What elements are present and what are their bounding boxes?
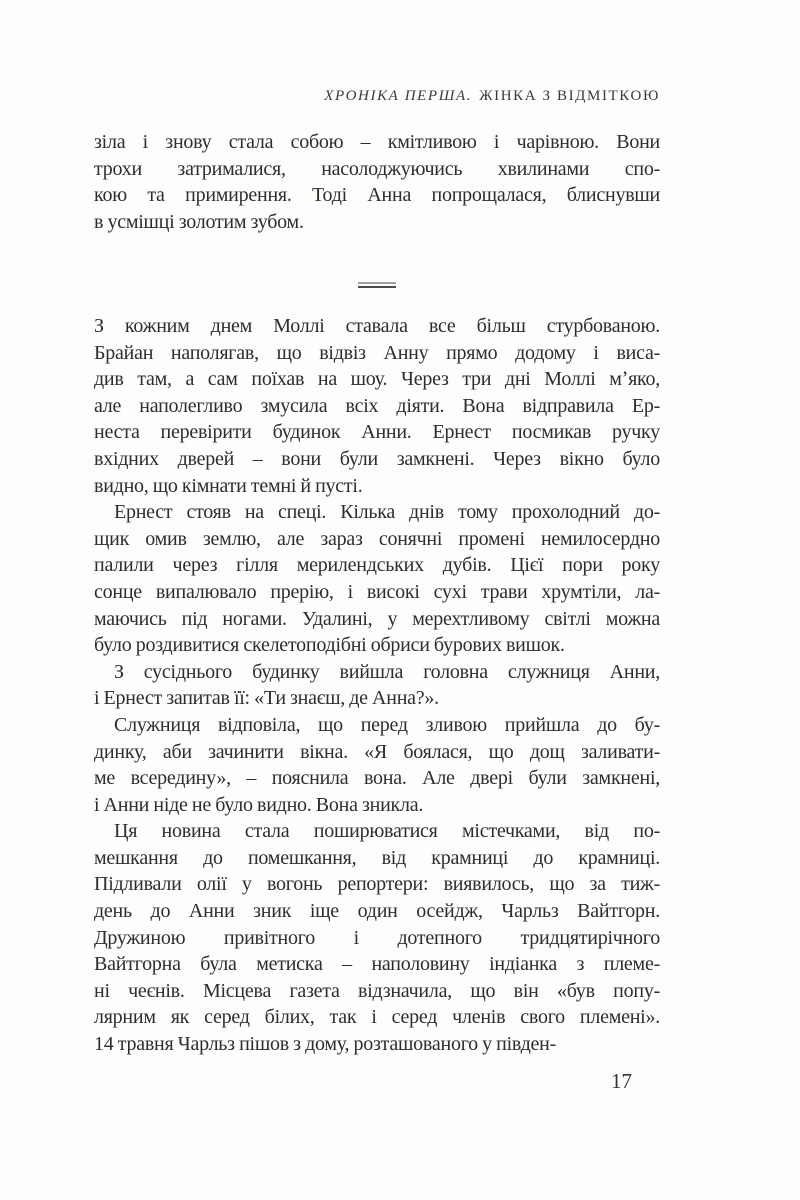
text-line: неста перевірити будинок Анни. Ернест посмикав ручку — [94, 421, 660, 444]
text-line: вхідних дверей – вони були замкнені. Через вікно було — [94, 447, 660, 470]
text-line: сонце випалювало прерію, і високі сухі трави хрумтіли, ла- — [94, 580, 660, 603]
paragraph — [94, 818, 660, 1057]
paragraph — [94, 129, 660, 235]
paragraph — [94, 499, 660, 659]
text-line: З кожним днем Моллі ставала все більш стурбованою. — [94, 315, 660, 337]
chapter-label: ХРОНІКА ПЕРША. — [324, 88, 473, 104]
text-line: Брайан наполягав, що відвіз Анну прямо додому і виса- — [94, 341, 660, 364]
text-section-continuation — [94, 129, 660, 235]
text-line: ме всередину», – пояснила вона. Але двері були замкнені, — [94, 767, 660, 790]
text-line: мешкання до помешкання, від крамниці до крамниці. — [94, 846, 660, 869]
paragraph — [94, 659, 660, 712]
text-line: було роздивитися скелетоподібні обриси бурових вишок. — [94, 634, 565, 657]
text-line: видно, що кімнати темні й пусті. — [94, 474, 363, 497]
text-line: Служниця відповіла, що перед зливою прийшла до бу- — [114, 713, 660, 736]
divider-line-bottom — [358, 286, 396, 288]
text-line: але наполегливо змусила всіх діяти. Вона відправила Ер- — [94, 394, 660, 417]
text-line: трохи затрималися, насолоджуючись хвилинами спо- — [94, 157, 660, 180]
text-line: в усмішці золотим зубом. — [94, 210, 304, 233]
text-line: кою та примирення. Тоді Анна попрощалася, блиснувши — [94, 184, 660, 207]
text-line: палили через гілля мерилендських дубів. Цієї пори року — [94, 554, 660, 577]
text-line: і Анни ніде не було видно. Вона зникла. — [94, 793, 424, 816]
text-line: і Ернест запитав її: «Ти знаєш, де Анна?». — [94, 687, 439, 710]
text-line: Дружиною привітного і дотепного тридцятирічного — [94, 926, 660, 949]
text-line: Ернест стояв на спеці. Кілька днів тому прохолодний до- — [114, 501, 660, 524]
text-line: маючись під ногами. Удалині, у мерехтливому світлі можна — [94, 607, 660, 630]
page-number: 17 — [611, 1069, 632, 1093]
divider-line-top — [358, 282, 396, 284]
text-line: див там, а сам поїхав на шоу. Через три дні Моллі мʼяко, — [94, 368, 660, 391]
text-line: З сусіднього будинку вийшла головна служниця Анни, — [114, 660, 660, 683]
text-line: 14 травня Чарльз пішов з дому, розташованого у півден- — [94, 1033, 557, 1056]
text-line: лярним як серед білих, так і серед членів свого племені». — [94, 1006, 660, 1029]
running-header — [94, 88, 660, 105]
chapter-title: ЖІНКА З ВІДМІТКОЮ — [479, 88, 660, 104]
text-line: ні чеєнів. Місцева газета відзначила, що він «був попу- — [94, 979, 660, 1002]
paragraph — [94, 712, 660, 818]
section-divider — [358, 282, 396, 288]
text-line: щик омив землю, але зараз сонячні промені немилосердно — [94, 527, 660, 550]
text-section-main — [94, 313, 660, 1058]
text-line: день до Анни зник іще один осейдж, Чарльз Вайтгорн. — [94, 900, 660, 923]
text-line: Ця новина стала поширюватися містечками, від по- — [114, 820, 660, 843]
text-line: динку, аби зачинити вікна. «Я боялася, що дощ заливати- — [94, 740, 660, 763]
text-line: Вайтгорна була метиска – наполовину індіанка з племе- — [94, 953, 660, 976]
text-line: Підливали олії у вогонь репортери: виявилось, що за тиж- — [94, 873, 660, 896]
paragraph — [94, 313, 660, 499]
text-line: зіла і знову стала собою – кмітливою і чарівною. Вони — [94, 131, 660, 153]
